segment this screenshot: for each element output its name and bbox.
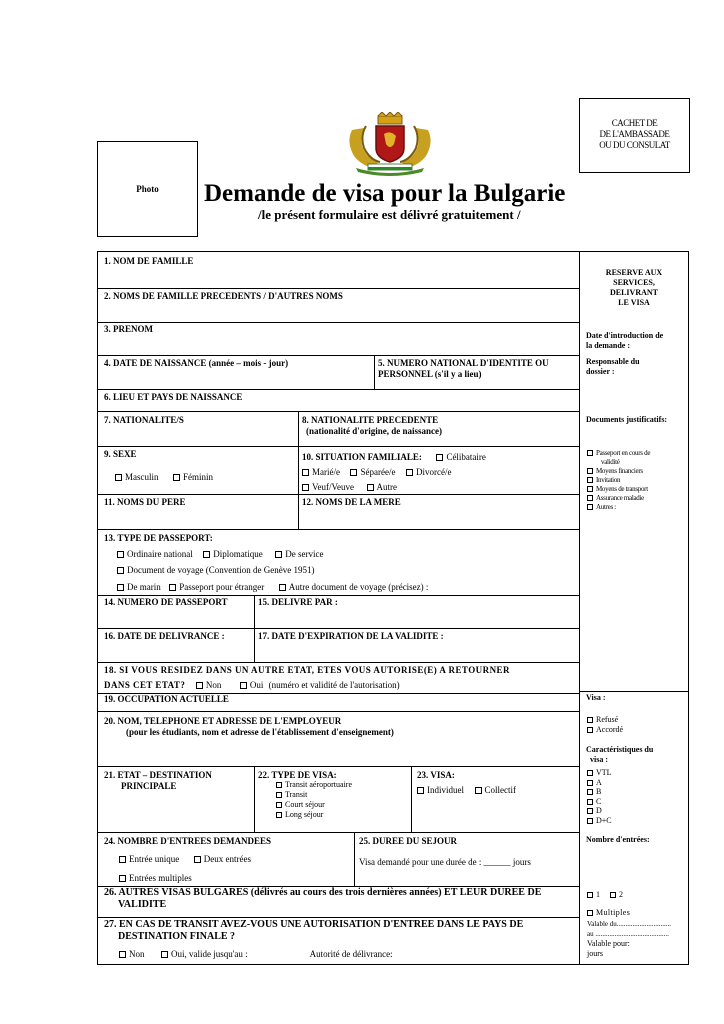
checkbox-18-oui[interactable] xyxy=(240,682,247,689)
field-27-label: 27. EN CAS DE TRANSIT AVEZ-VOUS UNE AUTORISATION D'ENTREE DANS LE PAYS DE DESTINATION FINALE ? xyxy=(104,919,524,942)
field-25-label: 25. DUREE DU SEJOUR xyxy=(359,836,458,846)
checkbox-autre-document[interactable] xyxy=(279,584,286,591)
checkbox-entrees-multiples[interactable] xyxy=(119,875,126,882)
sidebar-jours: jours xyxy=(587,949,603,958)
field-16-label: 16. DATE DE DELIVRANCE : xyxy=(104,631,225,641)
page-subtitle: /le présent formulaire est délivré gratuitement / xyxy=(258,207,521,222)
field-26-label: 26. AUTRES VISAS BULGARES (délivrés au cours des trois dernières années) ET LEUR DUREE DE VALIDITE xyxy=(104,887,542,910)
checkbox-separee[interactable] xyxy=(350,469,357,476)
field-13-label: 13. TYPE DE PASSEPORT: xyxy=(104,533,213,543)
checkbox-visa-dc[interactable] xyxy=(587,818,593,824)
field-7-label: 7. NATIONALITE/S xyxy=(104,415,184,425)
checkbox-visa-refuse[interactable] xyxy=(587,717,593,723)
field-10-label: 10. SITUATION FAMILIALE: xyxy=(302,452,422,462)
field-20-label: 20. NOM, TELEPHONE ET ADRESSE DE L'EMPLOYEUR (pour les étudiants, nom et adresse de l'établissement d'enseignement) xyxy=(104,716,394,737)
photo-label: Photo xyxy=(136,184,159,194)
sidebar-responsable: Responsable du dossier : xyxy=(586,357,640,376)
checkbox-celibataire[interactable] xyxy=(436,454,443,461)
sidebar-caracteristiques: Caractéristiques du visa : xyxy=(586,745,654,764)
checkbox-27-oui[interactable] xyxy=(161,951,168,958)
checkbox-doc-autres[interactable] xyxy=(587,504,593,510)
checkbox-visa-vtl[interactable] xyxy=(587,770,593,776)
field-19-label: 19. OCCUPATION ACTUELLE xyxy=(104,694,229,704)
checkbox-entry-1[interactable] xyxy=(587,892,593,898)
checkbox-visa-accorde[interactable] xyxy=(587,727,593,733)
checkbox-doc-invitation[interactable] xyxy=(587,477,593,483)
field-12-label: 12. NOMS DE LA MERE xyxy=(302,497,401,507)
checkbox-visa-d[interactable] xyxy=(587,808,593,814)
field-1-label: 1. NOM DE FAMILLE xyxy=(104,256,194,266)
sidebar-nombre-entrees: Nombre d'entrées: xyxy=(586,835,650,844)
checkbox-entry-multiples[interactable] xyxy=(587,910,593,916)
sidebar-valable-du: Valable du............................... xyxy=(587,920,671,928)
checkbox-entry-2[interactable] xyxy=(610,892,616,898)
sidebar-reserve: RESERVE AUX SERVICES, DELIVRANT LE VISA xyxy=(605,268,663,307)
field-24-label: 24. NOMBRE D'ENTREES DEMANDEES xyxy=(104,836,272,846)
sidebar-date-intro: Date d'introduction de la demande : xyxy=(586,331,664,350)
checkbox-18-non[interactable] xyxy=(196,682,203,689)
checkbox-long-sejour[interactable] xyxy=(276,812,282,818)
field-11-label: 11. NOMS DU PERE xyxy=(104,497,186,507)
checkbox-court-sejour[interactable] xyxy=(276,802,282,808)
field-21-label: 21. ETAT – DESTINATION PRINCIPALE xyxy=(104,770,212,791)
checkbox-autre[interactable] xyxy=(367,484,374,491)
field-17-label: 17. DATE D'EXPIRATION DE LA VALIDITE : xyxy=(258,631,444,641)
field-14-label: 14. NUMERO DE PASSEPORT xyxy=(104,597,228,607)
checkbox-de-service[interactable] xyxy=(275,551,282,558)
checkbox-entree-unique[interactable] xyxy=(119,856,126,863)
checkbox-masculin[interactable] xyxy=(115,474,122,481)
checkbox-27-non[interactable] xyxy=(119,951,126,958)
checkbox-doc-passeport[interactable] xyxy=(587,450,593,456)
photo-box xyxy=(97,141,198,237)
checkbox-ordinaire-national[interactable] xyxy=(117,551,124,558)
stamp-line-3: OU DU CONSULAT xyxy=(599,140,670,150)
checkbox-doc-moyens-financiers[interactable] xyxy=(587,468,593,474)
checkbox-visa-b[interactable] xyxy=(587,789,593,795)
checkbox-doc-assurance[interactable] xyxy=(587,495,593,501)
checkbox-veuf[interactable] xyxy=(302,484,309,491)
checkbox-individuel[interactable] xyxy=(417,787,424,794)
sidebar-visa-label: Visa : xyxy=(586,693,606,702)
checkbox-doc-transport[interactable] xyxy=(587,486,593,492)
checkbox-divorce[interactable] xyxy=(406,469,413,476)
checkbox-document-voyage[interactable] xyxy=(117,567,124,574)
field-18-label: 18. SI VOUS RESIDEZ DANS UN AUTRE ETAT, ETES VOUS AUTORISE(E) A RETOURNER xyxy=(104,665,510,675)
checkbox-passeport-etranger[interactable] xyxy=(169,584,176,591)
sidebar-documents: Documents justificatifs: xyxy=(586,415,668,424)
checkbox-de-marin[interactable] xyxy=(117,584,124,591)
field-2-label: 2. NOMS DE FAMILLE PRECEDENTS / D'AUTRES NOMS xyxy=(104,291,343,301)
field-15-label: 15. DELIVRE PAR : xyxy=(258,597,338,607)
field-4-label: 4. DATE DE NAISSANCE (année – mois - jour) xyxy=(104,358,289,368)
field-22-label: 22. TYPE DE VISA: xyxy=(258,770,337,780)
checkbox-collectif[interactable] xyxy=(475,787,482,794)
sidebar-valable-pour: Valable pour: xyxy=(587,939,630,948)
bulgarian-coat-of-arms-icon xyxy=(344,112,436,176)
checkbox-marie[interactable] xyxy=(302,469,309,476)
sidebar-au: au .......................................... xyxy=(587,929,669,938)
checkbox-visa-c[interactable] xyxy=(587,799,593,805)
field-5-label: 5. NUMERO NATIONAL D'IDENTITE OU PERSONNEL (s'il y a lieu) xyxy=(378,358,549,379)
checkbox-feminin[interactable] xyxy=(173,474,180,481)
field-8-label: 8. NATIONALITE PRECEDENTE (nationalité d'origine, de naissance) xyxy=(302,415,443,436)
field-25-duration-text: Visa demandé pour une durée de : ______ jours xyxy=(359,857,531,867)
embassy-stamp-box xyxy=(579,98,690,173)
stamp-line-1: CACHET DE xyxy=(611,118,658,128)
checkbox-diplomatique[interactable] xyxy=(203,551,210,558)
checkbox-deux-entrees[interactable] xyxy=(194,856,201,863)
field-23-label: 23. VISA: xyxy=(417,770,455,780)
field-6-label: 6. LIEU ET PAYS DE NAISSANCE xyxy=(104,392,243,402)
checkbox-transit-aeroportuaire[interactable] xyxy=(276,782,282,788)
stamp-line-2: DE L'AMBASSADE xyxy=(599,129,670,139)
field-3-label: 3. PRENOM xyxy=(104,324,153,334)
checkbox-transit[interactable] xyxy=(276,792,282,798)
field-9-label: 9. SEXE xyxy=(104,449,137,459)
checkbox-visa-a[interactable] xyxy=(587,780,593,786)
page-title: Demande de visa pour la Bulgarie xyxy=(204,180,566,207)
